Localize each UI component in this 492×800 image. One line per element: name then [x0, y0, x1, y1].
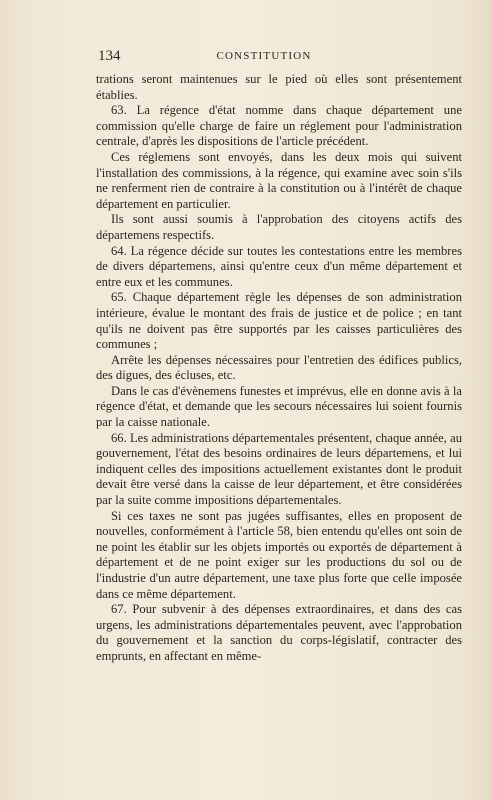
paragraph: Si ces taxes ne sont pas jugées suffisantes, elles en proposent de nouvelles, conformément à l'article 58, bien entendu qu'elles ont soin de ne point les établir sur les objets importés ou exportés de département à département et de ne point exiger sur les productions du sol ou de l'industrie d'un autre département, une taxe plus forte que celle imposée dans ce même département. [96, 508, 462, 601]
paragraph-article-64: 64. La régence décide sur toutes les contestations entre les membres de divers départemens, ainsi qu'entre ceux d'un même département et entre eux et les communes. [96, 243, 462, 289]
running-title: CONSTITUTION [216, 50, 312, 62]
paragraph-article-63: 63. La régence d'état nomme dans chaque département une commission qu'elle charge de faire un réglement pour l'administration centrale, d'après les dispositions de l'article précédent. [96, 103, 462, 149]
paragraph: Ces réglemens sont envoyés, dans les deux mois qui suivent l'installation des commissions, à la régence, qui examine avec soin s'ils ne renferment rien de contraire à la constitution ou à l'intérêt de chaque département en particulier. [96, 149, 462, 211]
page-header [98, 48, 430, 68]
paragraph-article-67: 67. Pour subvenir à des dépenses extraordinaires, et dans des cas urgens, les administrations départementales peuvent, avec l'approbation du gouvernement et la sanction du corps-législatif, contracter des emprunts, en affectant en même- [96, 602, 462, 663]
paragraph-article-66: 66. Les administrations départementales présentent, chaque année, au gouvernement, l'état des besoins ordinaires de leurs départemens, et lui indiquent celles des impositions actuellement existantes dont le produit devait être versé dans la caisse de leur département, et être considérées par la suite comme impositions départementales. [96, 430, 462, 508]
paragraph: Dans le cas d'évènemens funestes et imprévus, elle en donne avis à la régence d'état, et demande que les secours nécessaires lui soient fournis par la caisse nationale. [96, 383, 462, 430]
page-body [96, 72, 462, 665]
paragraph: Ils sont aussi soumis à l'approbation des citoyens actifs des départemens respectifs. [96, 212, 462, 242]
paragraph: Arrête les dépenses nécessaires pour l'entretien des édifices publics, des digues, des écluses, etc. [96, 352, 462, 383]
paragraph-continuation: trations seront maintenues sur le pied où elles sont présentement établies. [96, 72, 462, 102]
paragraph-article-65: 65. Chaque département règle les dépenses de son administration intérieure, évalue le montant des frais de justice et de police ; en tant qu'ils ne doivent pas être supportés par les caisses particulières des communes ; [96, 290, 462, 352]
page-number: 134 [98, 48, 121, 64]
